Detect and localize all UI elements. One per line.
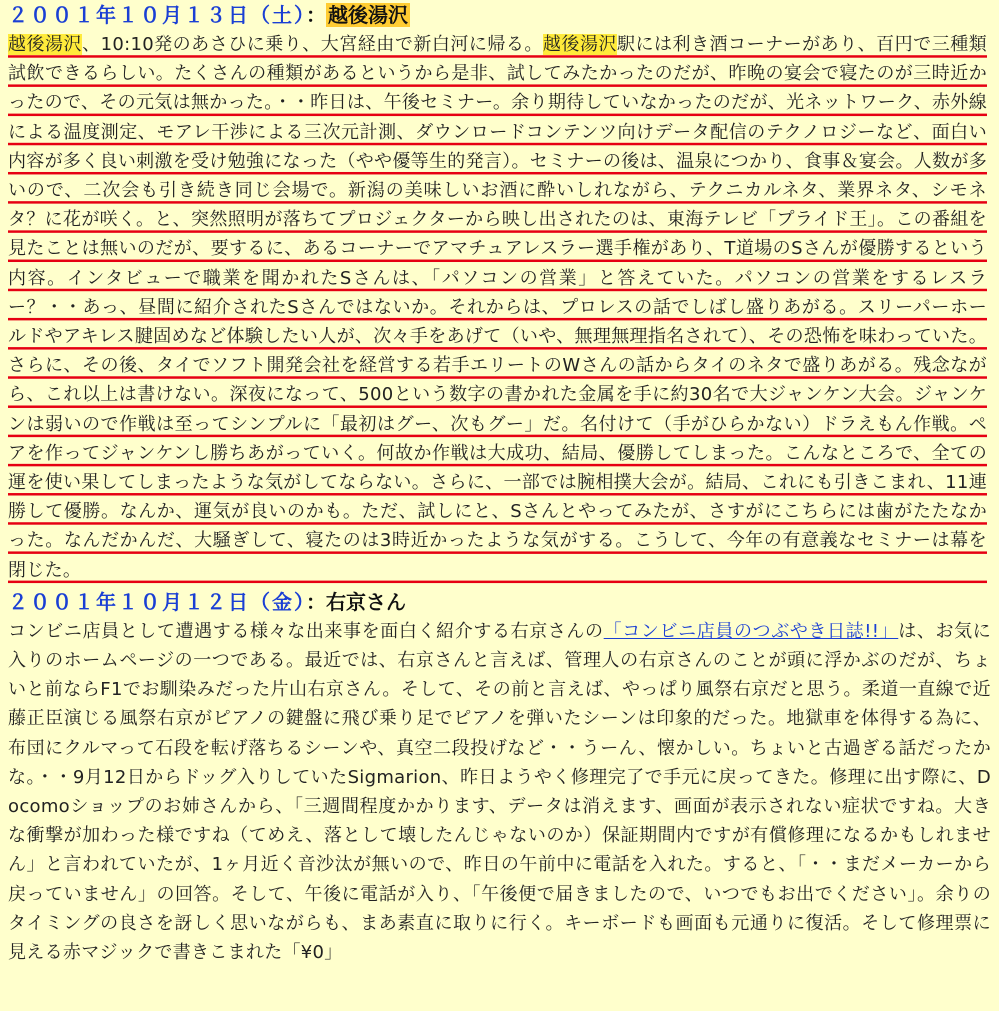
entry-title [8,587,991,617]
title-separator: ： [306,3,326,27]
body-text-segment: 駅には利き酒コーナーがあり、百円で三種類試飲できるらしい。たくさんの種類があるというから是非、試してみたかったのだが、昨晩の宴会で寝たのが三時近かったので、その元気は無かった。・・昨日は、午後セミナー。余り期待していなかったのだが、光ネットワーク、赤外線による温度測定、モアレ干渉による三次元計測、ダウンロードコンテンツ向けデータ配信のテクノロジーなど、面白い内容が多く良い刺激を受け勉強になった（やや優等生的発言）。セミナーの後は、温泉につかり、食事＆宴会。人数が多いので、二次会も引き続き同じ会場で。新潟の美味しいお酒に酔いしれながら、テクニカルネタ、業界ネタ、シモネタ？に花が咲く。と、突然照明が落ちてプロジェクターから映し出されたのは、東海テレビ「プライド王」。この番組を見たことは無いのだが、要するに、あるコーナーでアマチュアレスラー選手権があり、T道場のSさんが優勝するという内容。インタビューで職業を聞かれたSさんは、「パソコンの営業」と答えていた。パソコンの営業をするレスラー？・・あっ、昼間に紹介されたSさんではないか。それからは、プロレスの話でしばし盛りあがる。スリーパーホールドやアキレス腱固めなど体験したい人が、次々手をあげて（いや、無理無理指名されて）、その恐怖を味わっていた。さらに、その後、タイでソフト開発会社を経営する若手エリートのWさんの話からタイのネタで盛りあがる。残念ながら、これ以上は書けない。深夜になって、500という数字の書かれた金属を手に約30名で大ジャンケン大会。ジャンケンは弱いので作戦は至ってシンプルに「最初はグー、次もグー」だ。名付けて（手がひらかない）ドラえもん作戦。ペアを作ってジャンケンし勝ちあがっていく。何故か作戦は大成功、結局、優勝してしまった。こんなところで、全ての運を使い果してしまったような気がしてならない。さらに、一部では腕相撲大会が。結局、これにも引きこまれ、11連勝して優勝。なんか、運気が良いのかも。ただ、試しにと、Sさんとやってみたが、さすがにこちらには歯がたたなかった。なんだかんだ、大騒ぎして、寝たのは3時近かったような気がする。こうして、今年の有意義なセミナーは幕を閉じた。 [8,34,988,581]
entry-date: ２００１年１０月１３日（土） [8,3,306,27]
highlighted-keyword: 越後湯沢 [8,34,83,55]
title-separator: ： [306,589,326,614]
entry-topic: 右京さん [326,589,406,614]
entry-title [8,0,991,30]
entry-body [8,30,987,585]
body-text-segment: コンビニ店員として遭遇する様々な出来事を面白く紹介する右京さんの [8,620,604,642]
diary-entry-2001-10-13 [8,0,991,585]
body-text-segment: 、10:10発のあさひに乗り、大宮経由で新白河に帰る。 [82,34,543,55]
entry-date: ２００１年１０月１２日（金） [8,589,306,614]
highlighted-keyword: 越後湯沢 [542,34,617,55]
konbini-diary-link[interactable]: 「コンビニ店員のつぶやき日誌!!」 [603,620,899,642]
entry-topic: 越後湯沢 [328,3,408,27]
entry-body [8,617,991,967]
body-text-segment: は、お気に入りのホームページの一つである。最近では、右京さんと言えば、管理人の右京さんのことが頭に浮かぶのだが、ちょいと前ならF1でお馴染みだった片山右京さん。そして、その前と言えば、やっぱり風祭右京だと思う。柔道一直線で近藤正臣演じる風祭右京がピアノの鍵盤に飛び乗り足でピアノを弾いたシーンは印象的だった。地獄車を体得する為に、布団にクルマって石段を転げ落ちるシーンや、真空二段投げなど・・うーん、懐かしい。ちょいと古過ぎる話だったかな。・・9月12日からドッグ入りしていたSigmarion、昨日ようやく修理完了で手元に戻ってきた。修理に出す際に、Docomoショップのお姉さんから、「三週間程度かかります、データは消えます、画面が表示されない症状ですね。大きな衝撃が加わった様ですね（てめえ、落として壊したんじゃないのか）保証期間内ですが有償修理になるかもしれません」と言われていたが、1ヶ月近く音沙汰が無いので、昨日の午前中に電話を入れた。すると、「・・まだメーカーから戻っていません」の回答。そして、午後に電話が入り、「午後便で届きましたので、いつでもお出でください」。余りのタイミングの良さを訝しく思いながらも、まあ素直に取りに行く。キーボードも画面も元通りに復活。そして修理票に見える赤マジックで書きこまれた「¥0」 [8,620,992,964]
diary-entry-2001-10-12 [8,587,991,967]
